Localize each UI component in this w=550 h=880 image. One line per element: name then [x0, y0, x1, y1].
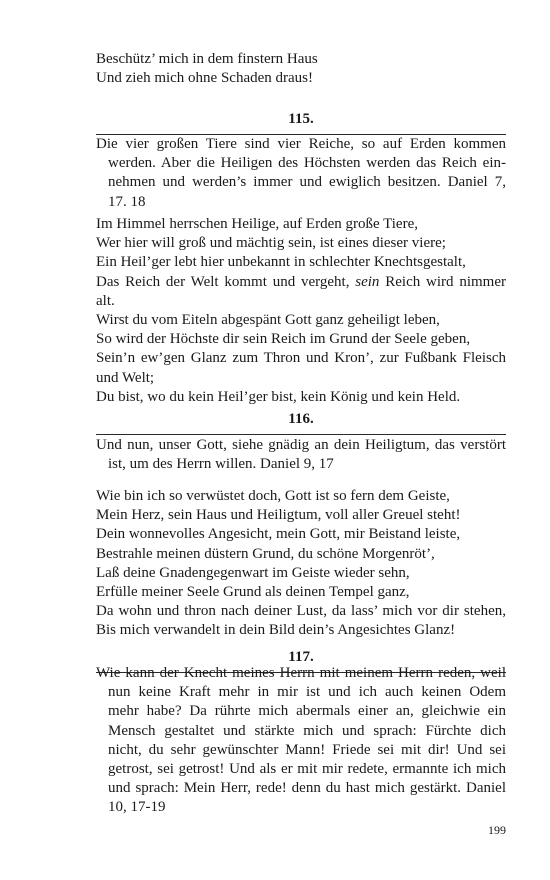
poem-line: und Welt;: [96, 369, 155, 386]
poem-line: Wirst du vom Eiteln abgespänt Gott ganz geheiligt leben,: [96, 312, 440, 329]
poem-fragment-italic: sein: [355, 273, 380, 290]
poem-line: Bis mich verwandelt in dein Bild dein’s Angesichtes Glanz!: [96, 622, 456, 639]
quote-line: mehr habe? Da rührte mich abermals einer an, gleichwie ein: [108, 703, 506, 720]
quote-line: nicht, du sehr gewünschter Mann! Friede sei mit dir! Und sei: [108, 741, 506, 758]
poem-line: Du bist, wo du kein Heil’ger bist, kein König und kein Held.: [96, 388, 461, 405]
section-number: 116.: [288, 411, 314, 427]
page-number: 199: [488, 823, 506, 837]
poem-fragment: Reich wird nimmer: [385, 273, 507, 290]
quote-line: und sprach: Mein Herr, rede! denn du hast mich gestärkt. Daniel: [108, 780, 506, 797]
scripture-quote: [96, 664, 506, 818]
poem-line: Erfülle meiner Seele Grund als deinen Tempel ganz,: [96, 584, 410, 601]
quote-line: werden. Aber die Heiligen des Höchsten werden das Reich ein-: [108, 155, 506, 172]
quote-line: Die vier großen Tiere sind vier Reiche, so auf Erden kommen: [96, 136, 506, 152]
poem-line: Sein’n ew’gen Glanz zum Thron und Kron’, zur Fußbank Fleisch: [96, 350, 506, 367]
verse-line: Beschütz’ mich in dem finstern Haus: [96, 51, 318, 67]
quote-line: getrost, sei getrost! Und als er mit mir redete, ermannte ich mich: [108, 761, 506, 778]
scripture-quote: [96, 135, 506, 212]
poem-fragment: Das Reich der Welt kommt und vergeht,: [96, 273, 350, 290]
poem-line: Im Himmel herrschen Heilige, auf Erden große Tiere,: [96, 216, 418, 232]
opening-verse: [96, 50, 506, 88]
poem-line: Da wohn und thron nach deiner Lust, da lass’ mich vor dir stehen,: [96, 603, 506, 620]
poem-line: Bestrahle meinen düstern Grund, du schöne Morgenröt’,: [96, 545, 435, 562]
poem: [96, 487, 506, 641]
quote-line: nun keine Kraft mehr in mir ist und ich auch keinen Odem: [108, 684, 506, 701]
poem-line: Wer hier will groß und mächtig sein, ist eines dieser viere;: [96, 235, 446, 252]
poem-line: Dein wonnevolles Angesicht, mein Gott, mir Beistand leiste,: [96, 526, 461, 543]
quote-line: Wie kann der Knecht meines Herrn mit meinem Herrn reden, weil: [96, 665, 506, 681]
section-number: 115.: [288, 111, 314, 127]
poem-line: alt.: [96, 292, 115, 309]
poem: [96, 215, 506, 407]
quote-line: 17. 18: [108, 193, 146, 210]
section-divider: [96, 434, 506, 435]
poem-line: Mein Herz, sein Haus und Heiligtum, voll aller Greuel steht!: [96, 507, 461, 524]
poem-line: [96, 273, 506, 292]
scripture-quote: [96, 436, 506, 474]
quote-line: nehmen und werden’s immer und ewiglich besitzen. Daniel 7,: [108, 174, 506, 191]
quote-line: Mensch gestaltet und stärkte mich und sprach: Fürchte dich: [108, 722, 506, 739]
verse-line: Und zieh mich ohne Schaden draus!: [96, 70, 314, 87]
poem-line: Laß deine Gnadengegenwart im Geiste wieder sehn,: [96, 564, 410, 581]
poem-line: So wird der Höchste dir sein Reich im Grund der Seele geben,: [96, 331, 471, 348]
quote-line: ist, um des Herrn willen. Daniel 9, 17: [108, 456, 334, 473]
quote-line: 10, 17-19: [108, 799, 166, 816]
poem-line: Wie bin ich so verwüstet doch, Gott ist so fern dem Geiste,: [96, 488, 450, 504]
section-number: 117.: [288, 649, 314, 665]
poem-line: Ein Heil’ger lebt hier unbekannt in schlechter Knechtsgestalt,: [96, 254, 466, 271]
quote-line: Und nun, unser Gott, siehe gnädig an dein Heiligtum, das verstört: [96, 437, 506, 453]
